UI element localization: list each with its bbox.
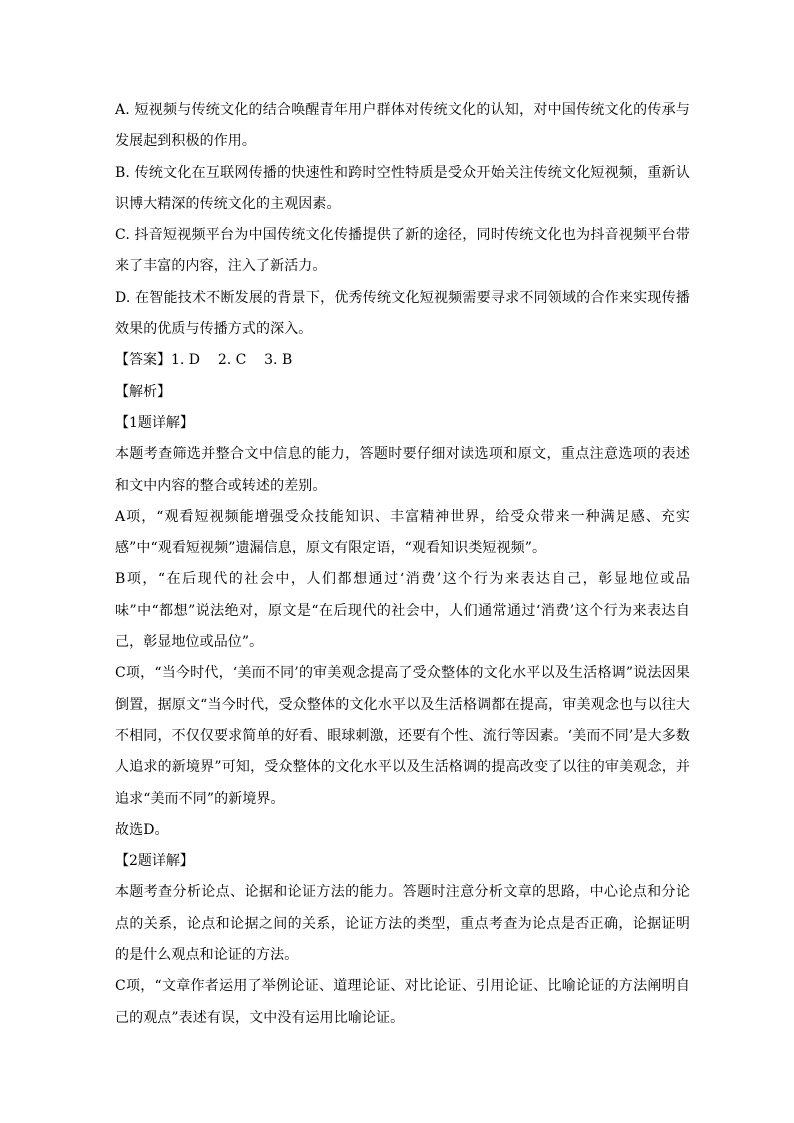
q1-heading: 【1题详解】: [115, 414, 194, 431]
q1-option-c-analysis: C项，“当今时代，‘美而不同’的审美观念提高了受众整体的文化水平以及生活格调”说法因果倒置，据原文“当今时代，受众整体的文化水平以及生活格调都在提高，审美观念也与以往大不相同，不仅仅要求简单的好看、眼球刺激，还要有个性、流行等因素。‘美而不同’是大多数人追求的新境界”可知，受众整体的文化水平以及生活格调的提高改变了以往的审美观念，并追求“美而不同”的新境界。: [115, 665, 690, 807]
option-a: A. 短视频与传统文化的结合唤醒青年用户群体对传统文化的认知，对中国传统文化的传承与发展起到积极的作用。: [115, 102, 690, 150]
q2-heading: 【2题详解】: [115, 853, 194, 870]
analysis-heading: 【解析】: [115, 383, 171, 400]
option-b: B. 传统文化在互联网传播的快速性和跨时空性特质是受众开始关注传统文化短视频，重新认识博大精深的传统文化的主观因素。: [115, 164, 690, 212]
q2-intro: 本题考查分析论点、论据和论证方法的能力。答题时注意分析文章的思路，中心论点和分论点的关系，论点和论据之间的关系，论证方法的类型，重点考查为论点是否正确，论据证明的是什么观点和论证的方法。: [115, 884, 690, 964]
document-page: [115, 95, 690, 1034]
q1-intro: 本题考查筛选并整合文中信息的能力，答题时要仔细对读选项和原文，重点注意选项的表述和文中内容的整合或转述的差别。: [115, 446, 690, 494]
answer-text: 1. D 2. C 3. B: [171, 352, 293, 369]
answer-line: [115, 345, 690, 376]
q1-option-a-analysis: A项，“观看短视频能增强受众技能知识、丰富精神世界，给受众带来一种满足感、充实感”中“观看短视频”遗漏信息，原文有限定语，“观看知识类短视频”。: [115, 508, 690, 557]
option-d: D. 在智能技术不断发展的背景下，优秀传统文化短视频需要寻求不同领域的合作来实现传播效果的优质与传播方式的深入。: [115, 289, 690, 338]
answer-label: 【答案】: [115, 352, 171, 369]
q1-conclusion: 故选D。: [115, 821, 169, 838]
q2-option-c-analysis: C项，“文章作者运用了举例论证、道理论证、对比论证、引用论证、比喻论证的方法阐明自己的观点”表述有误，文中没有运用比喻论证。: [115, 978, 690, 1026]
q1-option-b-analysis: B项，“在后现代的社会中，人们都想通过‘消费’这个行为来表达自己，彰显地位或品味”中“都想”说法绝对，原文是“在后现代的社会中，人们通常通过‘消费’这个行为来表达自己，彰显地位或品位”。: [115, 571, 690, 651]
option-c: C. 抖音短视频平台为中国传统文化传播提供了新的途径，同时传统文化也为抖音视频平台带来了丰富的内容，注入了新活力。: [115, 227, 690, 275]
